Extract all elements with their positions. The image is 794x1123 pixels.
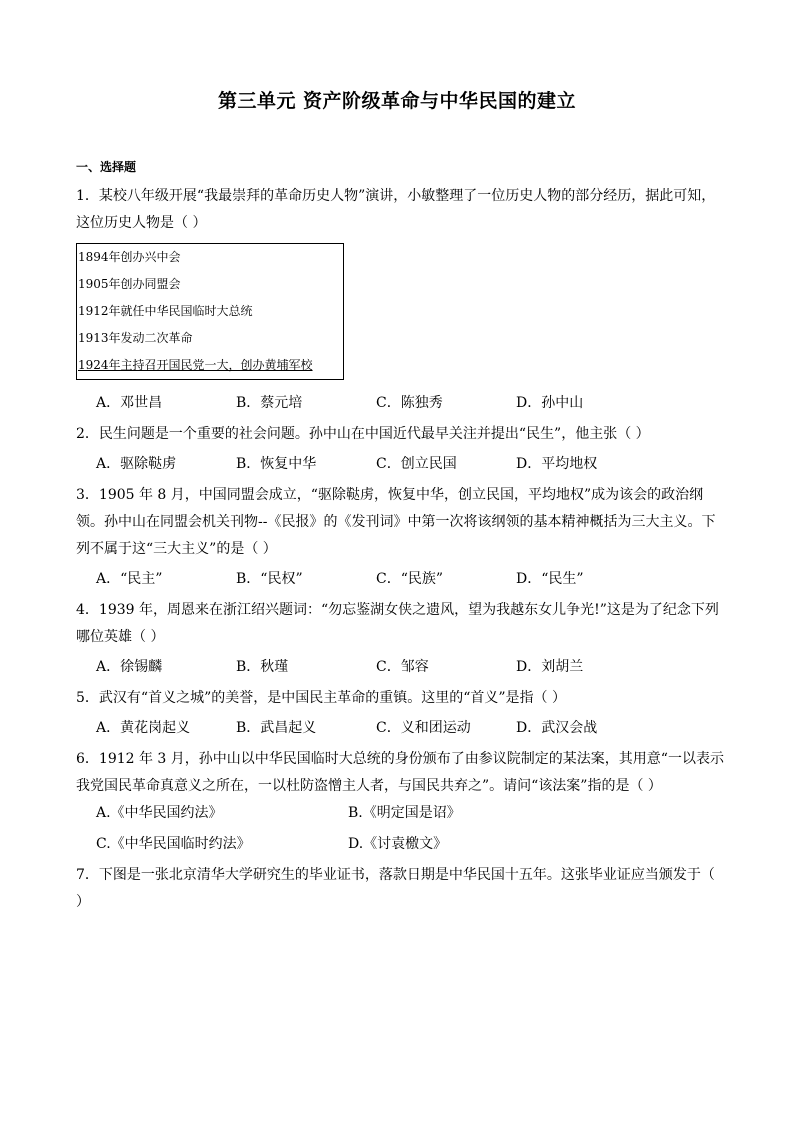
option-c[interactable]: C．创立民国 [376, 456, 457, 472]
question-4-options [76, 654, 724, 681]
question-6-text: 6．1912 年 3 月，孙中山以中华民国临时大总统的身份颁布了由参议院制定的某法案，其用意“一以表示我党国民革命真意义之所在，一以杜防盗憎主人者，与国民共弃之”。请问“该法案”指的是（ ） [76, 751, 724, 794]
option-b[interactable]: B.《明定国是诏》 [348, 805, 461, 821]
option-b[interactable]: B．“民权” [236, 571, 303, 587]
info-row: 1913年发动二次革命 [78, 331, 193, 345]
option-d[interactable]: D．平均地权 [516, 456, 598, 472]
option-d[interactable]: D．孙中山 [516, 395, 584, 411]
question-6-options-row-2 [76, 831, 724, 858]
question-1-options [76, 390, 724, 417]
question-1-text: 1．某校八年级开展“我最崇拜的革命历史人物”演讲，小敏整理了一位历史人物的部分经历，据此可知，这位历史人物是（ ） [76, 188, 716, 231]
question-5-text: 5．武汉有“首义之城”的美誉，是中国民主革命的重镇。这里的“首义”是指（ ） [76, 690, 566, 706]
option-a[interactable]: A．“民主” [96, 571, 163, 587]
option-b[interactable]: B．恢复中华 [236, 456, 317, 472]
option-c[interactable]: C．义和团运动 [376, 720, 471, 736]
question-1-info-box [76, 243, 344, 380]
option-c[interactable]: C.《中华民国临时约法》 [96, 836, 251, 852]
info-row: 1912年就任中华民国临时大总统 [78, 304, 253, 318]
question-5-options [76, 715, 724, 742]
section-heading: 一、选择题 [76, 160, 137, 174]
option-a[interactable]: A．黄花岗起义 [96, 720, 191, 736]
option-d[interactable]: D.《讨袁檄文》 [348, 836, 448, 852]
option-c[interactable]: C．邹容 [376, 659, 429, 675]
question-2-text: 2．民生问题是一个重要的社会问题。孙中山在中国近代最早关注并提出“民生”，他主张（ ） [76, 426, 650, 442]
info-row: 1924年主持召开国民党一大，创办黄埔军校 [78, 358, 313, 372]
question-3-options [76, 566, 724, 593]
question-2-options [76, 451, 724, 478]
question-3-text: 3．1905 年 8 月，中国同盟会成立，“驱除鞑虏，恢复中华，创立民国，平均地权”成为该会的政治纲领。孙中山在同盟会机关刊物--《民报》的《发刊词》中第一次将该纲领的基本精神概括为三大主义。下列不属于这“三大主义”的是（ ） [76, 487, 716, 557]
info-row: 1905年创办同盟会 [78, 277, 181, 291]
option-a[interactable]: A．徐锡麟 [96, 659, 163, 675]
option-d[interactable]: D．“民生” [516, 571, 584, 587]
option-b[interactable]: B．武昌起义 [236, 720, 317, 736]
option-a[interactable]: A．驱除鞑虏 [96, 456, 177, 472]
content [76, 158, 724, 916]
option-c[interactable]: C．陈独秀 [376, 395, 443, 411]
option-b[interactable]: B．秋瑾 [236, 659, 289, 675]
option-d[interactable]: D．武汉会战 [516, 720, 598, 736]
option-a[interactable]: A.《中华民国约法》 [96, 805, 223, 821]
document-title: 第三单元 资产阶级革命与中华民国的建立 [217, 90, 577, 112]
question-7-text: 7．下图是一张北京清华大学研究生的毕业证书，落款日期是中华民国十五年。这张毕业证应当颁发于（ ） [76, 867, 715, 910]
info-row: 1894年创办兴中会 [78, 250, 181, 264]
option-b[interactable]: B．蔡元培 [236, 395, 303, 411]
question-6-options-row-1 [76, 800, 724, 827]
option-a[interactable]: A．邓世昌 [96, 395, 163, 411]
option-c[interactable]: C．“民族” [376, 571, 444, 587]
question-4-text: 4．1939 年，周恩来在浙江绍兴题词：“勿忘鉴湖女侠之遗风，望为我越东女儿争光!”这是为了纪念下列哪位英雄（ ） [76, 602, 719, 645]
option-d[interactable]: D．刘胡兰 [516, 659, 584, 675]
